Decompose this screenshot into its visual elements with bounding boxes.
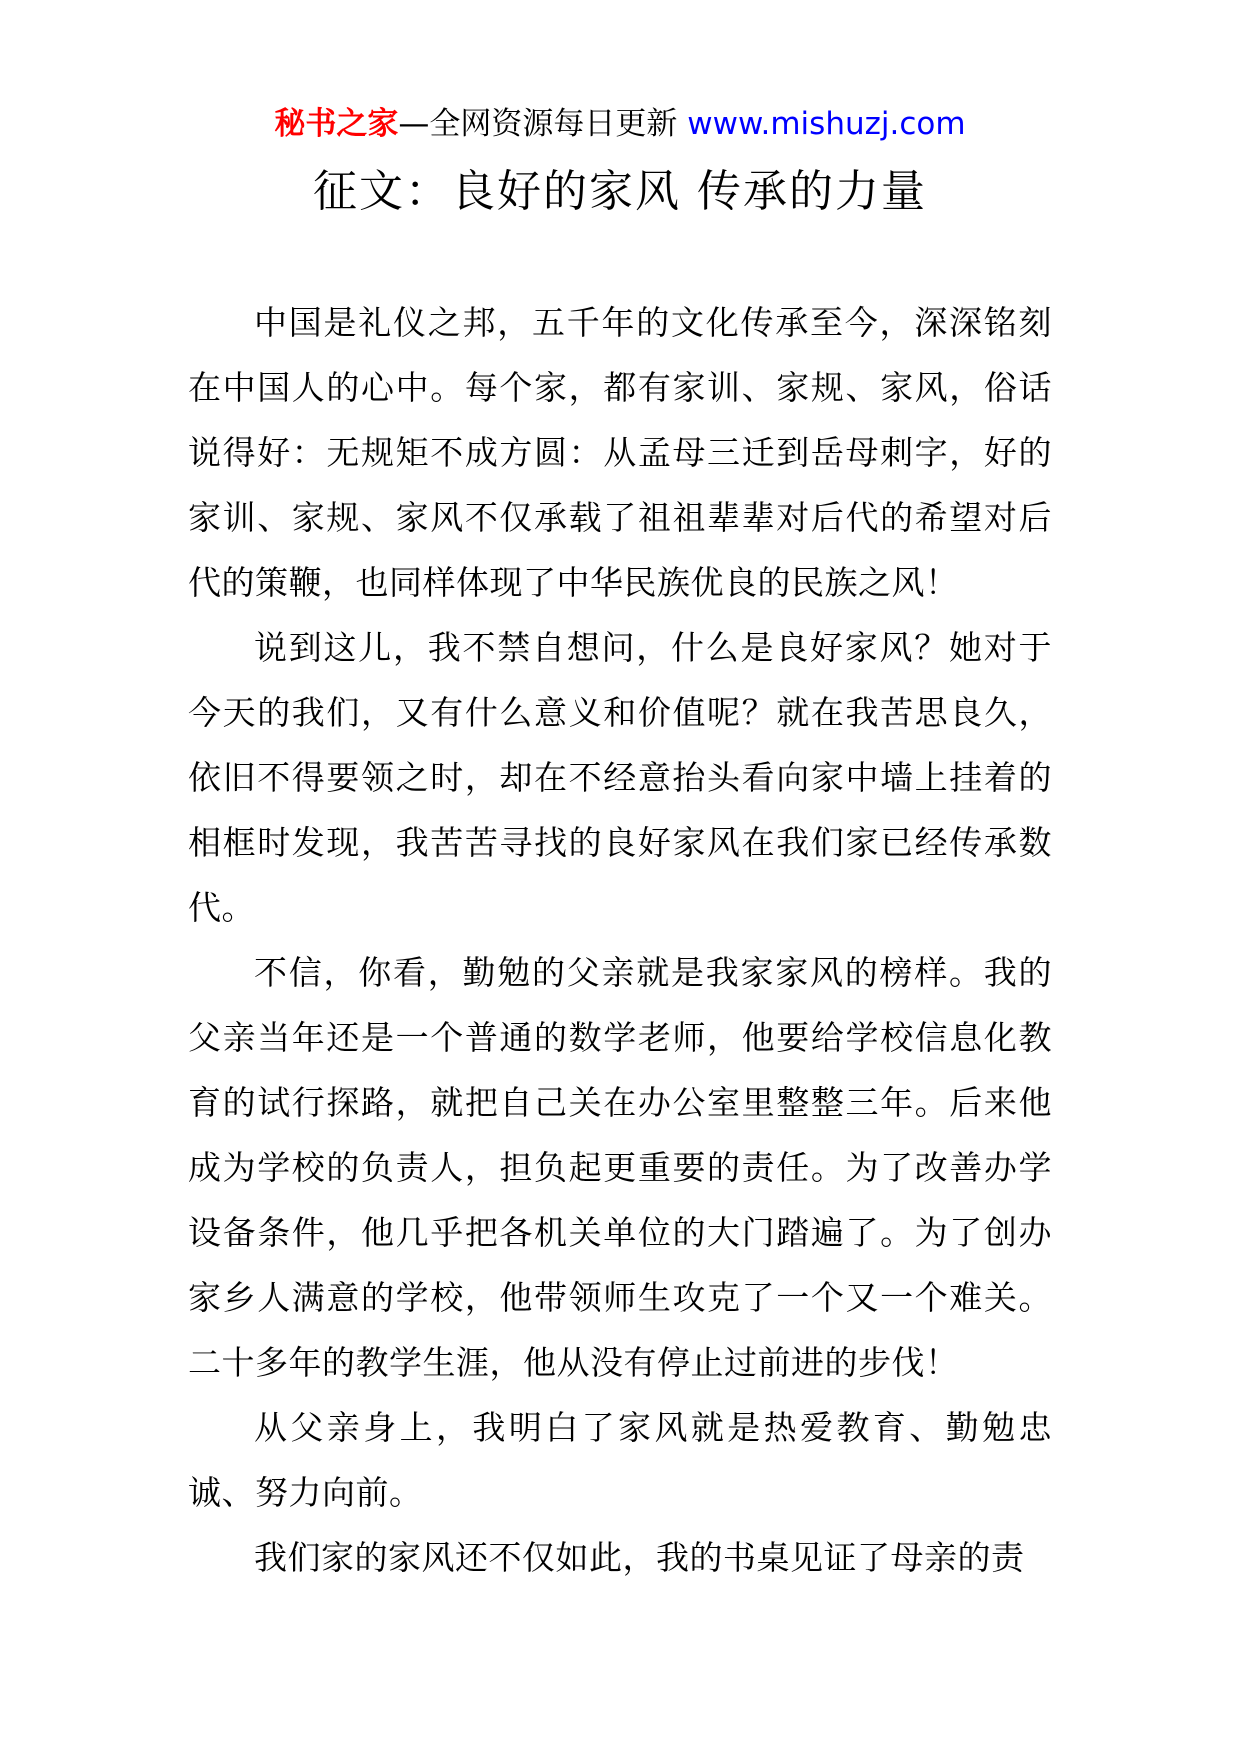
- paragraph: 我们家的家风还不仅如此，我的书桌见证了母亲的责: [254, 1538, 1025, 1577]
- paragraph: 中国是礼仪之邦，五千年的文化传承至今，深深铭刻在中国人的心中。每个家，都有家训、家规、家风，俗话说得好：无规矩不成方圆：从孟母三迁到岳母刺字，好的家训、家规、家风不仅承载了祖祖辈辈对后代的希望对后代的策鞭，也同样体现了中华民族优良的民族之风！: [188, 303, 1052, 602]
- paragraph: 说到这儿，我不禁自想问，什么是良好家风？她对于今天的我们，又有什么意义和价值呢？就在我苦思良久，依旧不得要领之时，却在不经意抬头看向家中墙上挂着的相框时发现，我苦苦寻找的良好家风在我们家已经传承数代。: [188, 628, 1052, 927]
- site-header: [0, 100, 1240, 148]
- site-url-link[interactable]: www.mishuzj.com: [687, 106, 966, 142]
- document-body: [188, 290, 1052, 1590]
- brand-name: 秘书之家: [274, 106, 399, 142]
- document-title: 征文：良好的家风 传承的力量: [313, 166, 927, 217]
- paragraph: 不信，你看，勤勉的父亲就是我家家风的榜样。我的父亲当年还是一个普通的数学老师，他要给学校信息化教育的试行探路，就把自己关在办公室里整整三年。后来他成为学校的负责人，担负起更重要的责任。为了改善办学设备条件，他几乎把各机关单位的大门踏遍了。为了创办家乡人满意的学校，他带领师生攻克了一个又一个难关。二十多年的教学生涯，他从没有停止过前进的步伐！: [188, 953, 1052, 1382]
- header-tagline: —全网资源每日更新: [398, 106, 688, 142]
- paragraph: 从父亲身上，我明白了家风就是热爱教育、勤勉忠诚、努力向前。: [188, 1408, 1052, 1512]
